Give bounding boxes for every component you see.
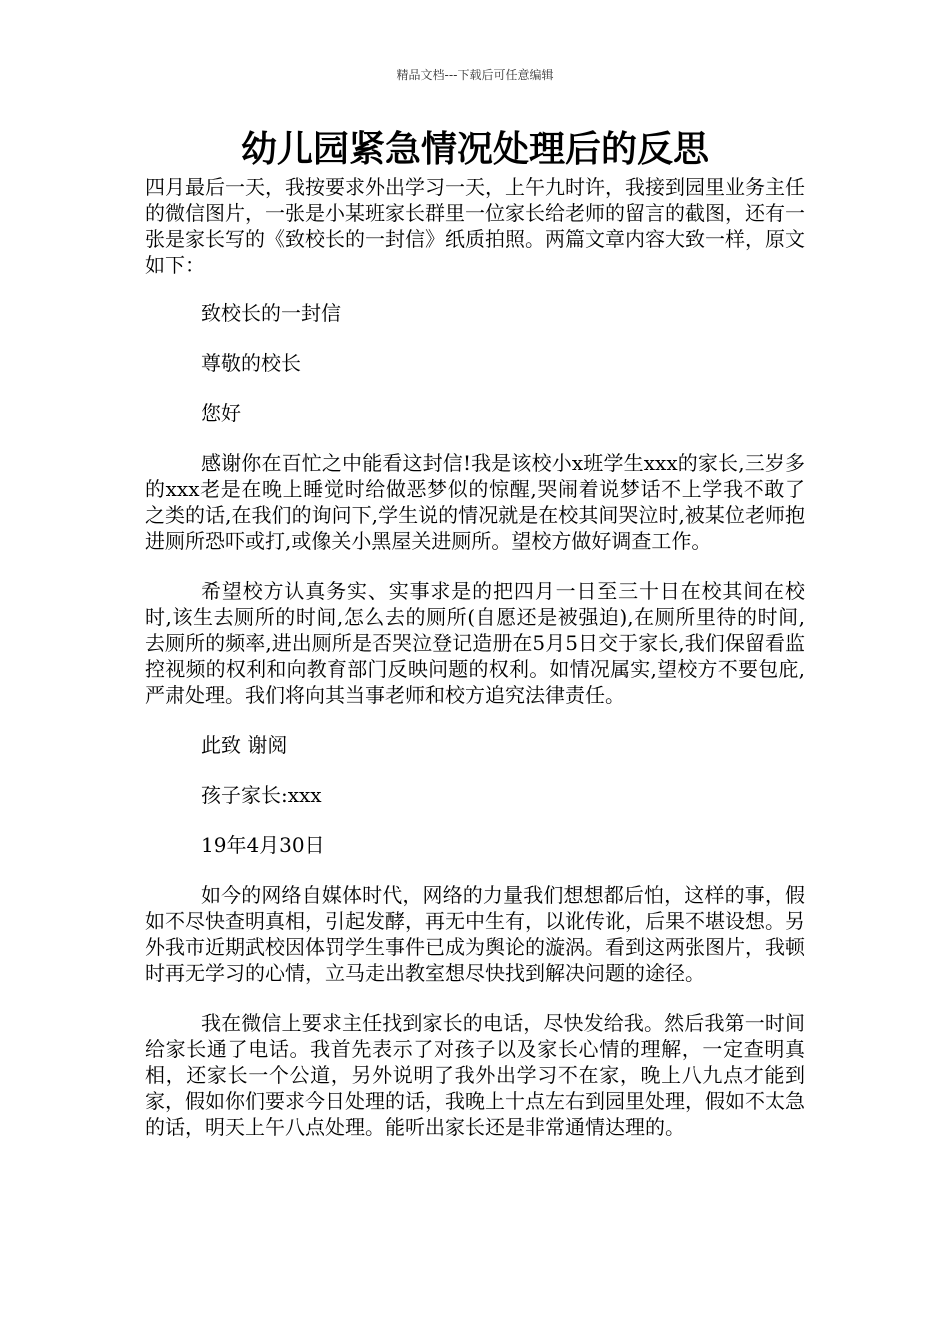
letter-paragraph-2: 希望校方认真务实、实事求是的把四月一日至三十日在校其间在校时,该生去厕所的时间,怎么去的厕所(自愿还是被强迫),在厕所里待的时间,去厕所的频率,进出厕所是否哭泣登记造册在5月5日交于家长,我们保留看监控视频的权利和向教育部门反映问题的权利。如情况属实,望校方不要包庇,严肃处理。我们将向其当事老师和校方追究法律责任。 [145,579,805,707]
letter-closing: 此致 谢阅 [201,733,288,757]
document-body [145,174,805,1164]
letter-greeting: 您好 [201,401,241,425]
letter-paragraph-1: 感谢你在百忙之中能看这封信!我是该校小x班学生xxx的家长,三岁多的xxx老是在晚上睡觉时给做恶梦似的惊醒,哭闹着说梦话不上学我不敢了之类的话,在我们的询问下,学生说的情况就是在校其间哭泣时,被某位老师抱进厕所恐吓或打,或像关小黑屋关进厕所。望校方做好调查工作。 [145,451,805,553]
letter-signature: 孩子家长:xxx [201,783,322,807]
letter-date: 19年4月30日 [201,833,325,857]
header-note: 精品文档---下载后可任意编辑 [396,68,554,82]
paragraph-intro: 四月最后一天，我按要求外出学习一天，上午九时许，我接到园里业务主任的微信图片，一张是小某班家长群里一位家长给老师的留言的截图，还有一张是家长写的《致校长的一封信》纸质拍照。两篇文章内容大致一样，原文如下： [145,175,805,277]
letter-title: 致校长的一封信 [201,301,341,325]
letter-salutation: 尊敬的校长 [201,351,301,375]
reflection-paragraph-2: 我在微信上要求主任找到家长的电话，尽快发给我。然后我第一时间给家长通了电话。我首先表示了对孩子以及家长心情的理解，一定查明真相，还家长一个公道，另外说明了我外出学习不在家，晚上八九点才能到家，假如你们要求今日处理的话，我晚上十点左右到园里处理，假如不太急的话，明天上午八点处理。能听出家长还是非常通情达理的。 [145,1011,805,1139]
reflection-paragraph-1: 如今的网络自媒体时代，网络的力量我们想想都后怕，这样的事，假如不尽快查明真相，引起发酵，再无中生有，以讹传讹，后果不堪设想。另外我市近期武校因体罚学生事件已成为舆论的漩涡。看到这两张图片，我顿时再无学习的心情，立马走出教室想尽快找到解决问题的途径。 [145,883,805,985]
document-title: 幼儿园紧急情况处理后的反思 [240,129,709,170]
